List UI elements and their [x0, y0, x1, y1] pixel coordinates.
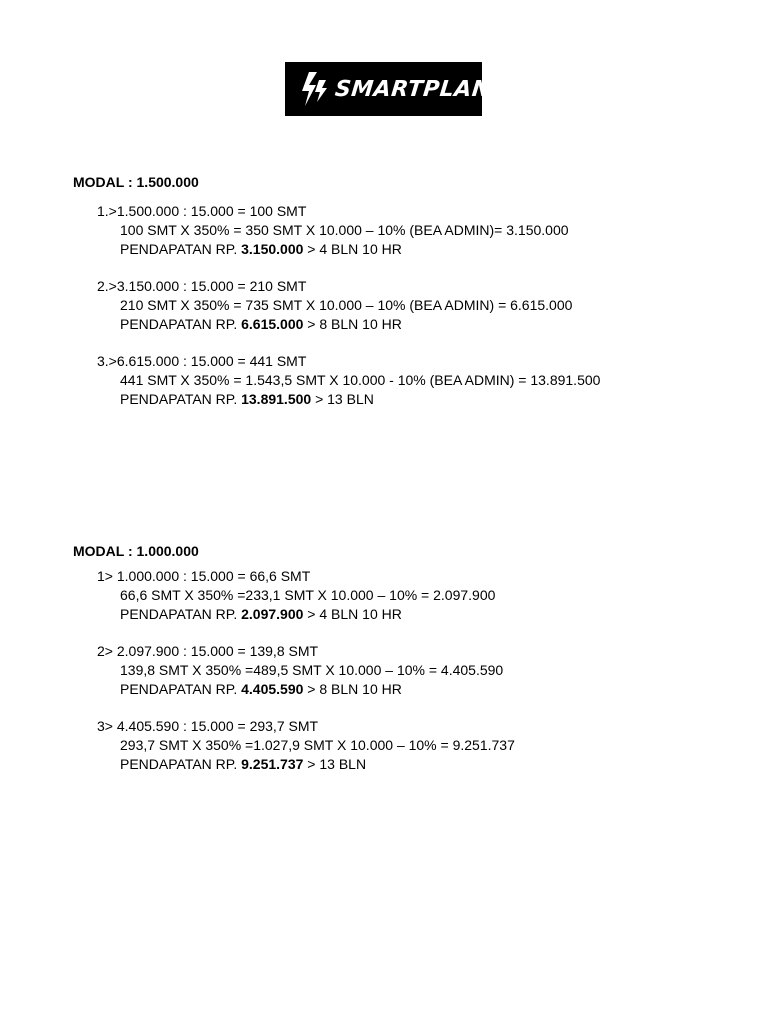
lightning-logo-icon [299, 70, 329, 108]
calc-step-1 [97, 567, 723, 624]
modal-section-1 [73, 173, 723, 409]
step-formula: 2.>3.150.000 : 15.000 = 210 SMT [97, 278, 307, 294]
income-duration: > 13 BLN [303, 756, 367, 772]
step-income [97, 240, 723, 259]
income-label: PENDAPATAN RP. [120, 316, 242, 332]
step-formula: 3> 4.405.590 : 15.000 = 293,7 SMT [97, 718, 319, 734]
income-duration: > 13 BLN [311, 391, 374, 407]
income-label: PENDAPATAN RP. [120, 391, 242, 407]
section-title: MODAL : 1.000.000 [73, 543, 199, 559]
step-income [97, 390, 723, 409]
calc-step-2 [97, 277, 723, 334]
income-value: 9.251.737 [241, 756, 304, 772]
calc-step-3 [97, 352, 723, 409]
calc-step-2 [97, 642, 723, 699]
step-income [97, 680, 723, 699]
step-calculation: 139,8 SMT X 350% =489,5 SMT X 10.000 – 10% = 4.405.590 [120, 662, 504, 678]
income-label: PENDAPATAN RP. [120, 756, 242, 772]
income-label: PENDAPATAN RP. [120, 606, 242, 622]
step-calculation: 210 SMT X 350% = 735 SMT X 10.000 – 10% (BEA ADMIN) = 6.615.000 [120, 297, 573, 313]
income-value: 4.405.590 [241, 681, 304, 697]
income-duration: > 8 BLN 10 HR [303, 316, 402, 332]
step-formula: 1> 1.000.000 : 15.000 = 66,6 SMT [97, 568, 311, 584]
step-formula: 2> 2.097.900 : 15.000 = 139,8 SMT [97, 643, 319, 659]
calc-step-3 [97, 717, 723, 774]
step-income [97, 755, 723, 774]
modal-section-2 [73, 542, 723, 774]
step-calculation: 293,7 SMT X 350% =1.027,9 SMT X 10.000 – 10% = 9.251.737 [120, 737, 515, 753]
income-value: 13.891.500 [241, 391, 312, 407]
income-duration: > 4 BLN 10 HR [303, 241, 402, 257]
income-value: 2.097.900 [241, 606, 304, 622]
smartplan-logo [285, 62, 493, 116]
income-value: 6.615.000 [241, 316, 304, 332]
step-calculation: 441 SMT X 350% = 1.543,5 SMT X 10.000 - 10% (BEA ADMIN) = 13.891.500 [120, 372, 601, 388]
calc-step-1 [97, 202, 723, 259]
step-formula: 3.>6.615.000 : 15.000 = 441 SMT [97, 353, 307, 369]
step-calculation: 66,6 SMT X 350% =233,1 SMT X 10.000 – 10% = 2.097.900 [120, 587, 496, 603]
step-calculation: 100 SMT X 350% = 350 SMT X 10.000 – 10% (BEA ADMIN)= 3.150.000 [120, 222, 569, 238]
section-title: MODAL : 1.500.000 [73, 174, 199, 190]
step-income [97, 605, 723, 624]
income-label: PENDAPATAN RP. [120, 681, 242, 697]
income-label: PENDAPATAN RP. [120, 241, 242, 257]
step-formula: 1.>1.500.000 : 15.000 = 100 SMT [97, 203, 307, 219]
income-duration: > 4 BLN 10 HR [303, 606, 402, 622]
income-value: 3.150.000 [241, 241, 304, 257]
step-income [97, 315, 723, 334]
income-duration: > 8 BLN 10 HR [303, 681, 402, 697]
logo-text: SMARTPLAN [333, 76, 493, 102]
